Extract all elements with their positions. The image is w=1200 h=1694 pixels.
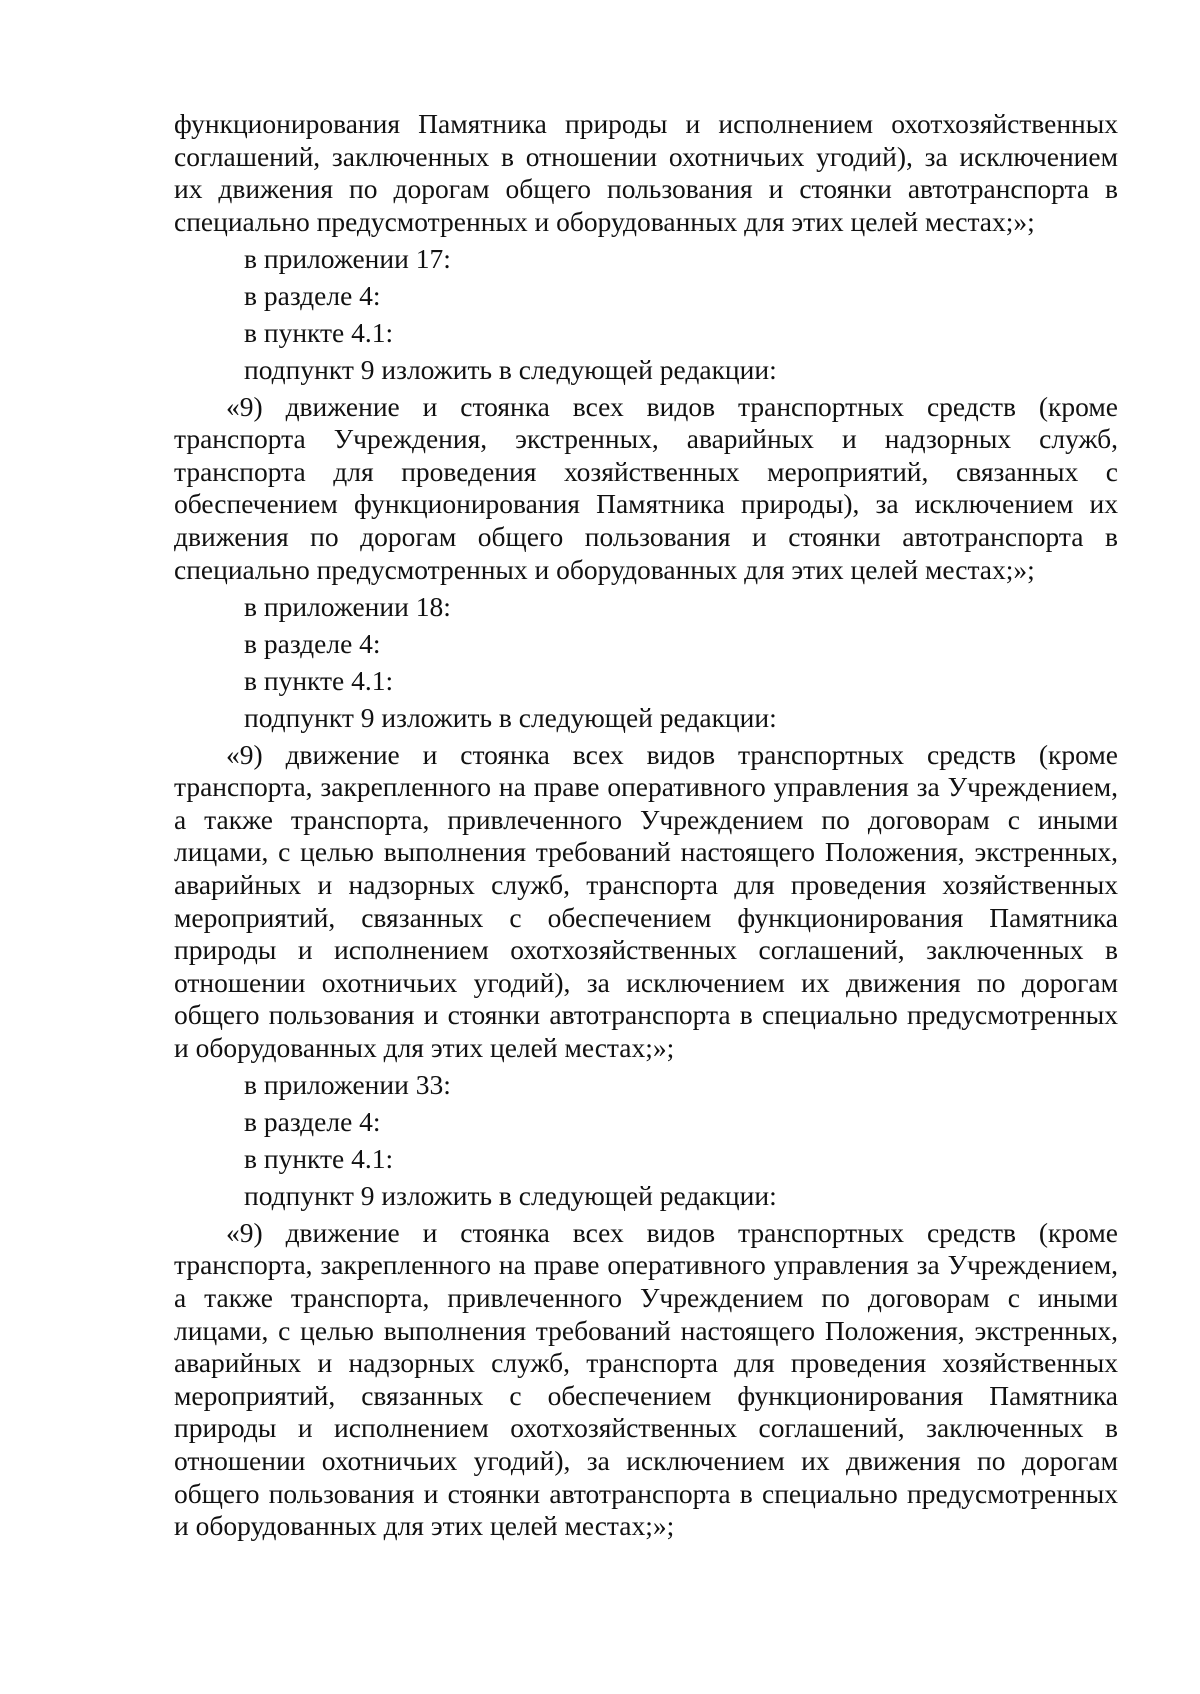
instruction-subclause-9: подпункт 9 изложить в следующей редакции: bbox=[244, 1179, 777, 1211]
instruction-section-4: в разделе 4: bbox=[244, 279, 381, 311]
document-body bbox=[174, 108, 1118, 1543]
instruction-subclause-9: подпункт 9 изложить в следующей редакции: bbox=[244, 701, 777, 733]
instruction-appendix-33: в приложении 33: bbox=[244, 1068, 451, 1100]
paragraph-continuation: функционирования Памятника природы и исполнением охотхозяйственных соглашений, заключенных в отношении охотничьих угодий), за исключением их движения по дорогам общего пользования и стоянки автотранспорта в специально предусмотренных и оборудованных для этих целей местах;»; bbox=[174, 108, 1118, 237]
quoted-subclause-9: «9) движение и стоянка всех видов транспортных средств (кроме транспорта, закрепленного на праве оперативного управления за Учреждением, а также транспорта, привлеченного Учреждением по договорам с иными лицами, с целью выполнения требований настоящего Положения, экстренных, аварийных и надзорных служб, транспорта для проведения хозяйственных мероприятий, связанных с обеспечением функционирования Памятника природы и исполнением охотхозяйственных соглашений, заключенных в отношении охотничьих угодий), за исключением их движения по дорогам общего пользования и стоянки автотранспорта в специально предусмотренных и оборудованных для этих целей местах;»; bbox=[174, 738, 1118, 1063]
quoted-subclause-9: «9) движение и стоянка всех видов транспортных средств (кроме транспорта Учреждения, экстренных, аварийных и надзорных служб, транспорта для проведения хозяйственных мероприятий, связанных с обеспечением функционирования Памятника природы), за исключением их движения по дорогам общего пользования и стоянки автотранспорта в специально предусмотренных и оборудованных для этих целей местах;»; bbox=[174, 390, 1118, 585]
instruction-appendix-18: в приложении 18: bbox=[244, 590, 451, 622]
quoted-subclause-9: «9) движение и стоянка всех видов транспортных средств (кроме транспорта, закрепленного на праве оперативного управления за Учреждением, а также транспорта, привлеченного Учреждением по договорам с иными лицами, с целью выполнения требований настоящего Положения, экстренных, аварийных и надзорных служб, транспорта для проведения хозяйственных мероприятий, связанных с обеспечением функционирования Памятника природы и исполнением охотхозяйственных соглашений, заключенных в отношении охотничьих угодий), за исключением их движения по дорогам общего пользования и стоянки автотранспорта в специально предусмотренных и оборудованных для этих целей местах;»; bbox=[174, 1216, 1118, 1542]
instruction-section-4: в разделе 4: bbox=[244, 627, 381, 659]
instruction-clause-4-1: в пункте 4.1: bbox=[244, 664, 394, 696]
instruction-clause-4-1: в пункте 4.1: bbox=[244, 316, 394, 348]
instruction-section-4: в разделе 4: bbox=[244, 1105, 381, 1137]
instruction-subclause-9: подпункт 9 изложить в следующей редакции: bbox=[244, 353, 777, 385]
instruction-appendix-17: в приложении 17: bbox=[244, 242, 451, 274]
instruction-clause-4-1: в пункте 4.1: bbox=[244, 1142, 394, 1174]
